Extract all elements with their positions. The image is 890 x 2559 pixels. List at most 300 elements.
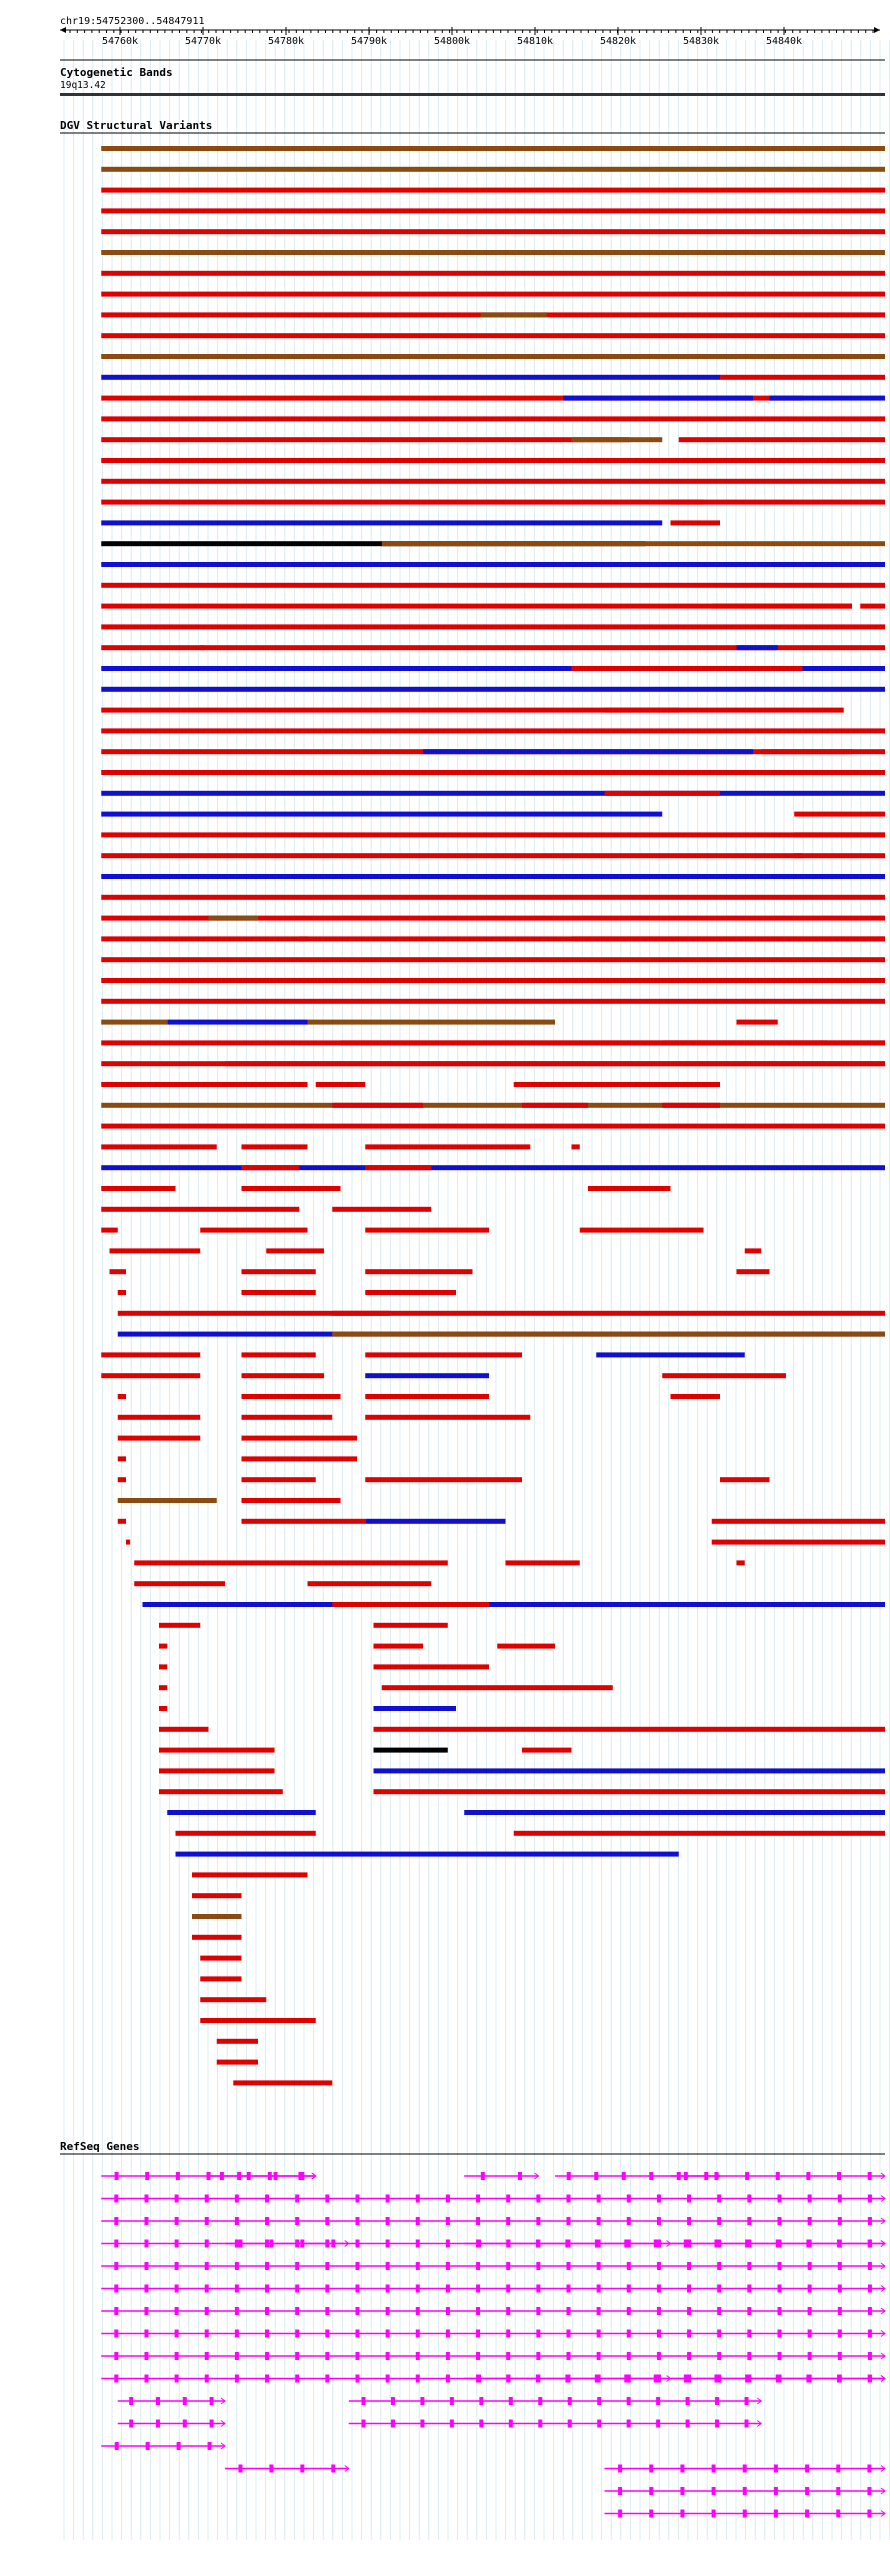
sv-bar[interactable] (671, 1394, 721, 1399)
sv-bar[interactable] (382, 1685, 613, 1690)
sv-bar[interactable] (118, 1519, 126, 1524)
sv-feature-45-1[interactable] (316, 1082, 366, 1087)
sv-feature-16-0[interactable] (101, 479, 885, 484)
sv-bar[interactable] (572, 936, 886, 941)
sv-feature-49-1[interactable] (242, 1165, 300, 1170)
sv-feature-53-1[interactable] (266, 1248, 324, 1253)
sv-bar[interactable] (365, 1144, 530, 1149)
sv-feature-29-1[interactable] (423, 749, 753, 754)
sv-bar[interactable] (242, 1290, 316, 1295)
sv-bar[interactable] (332, 1207, 431, 1212)
gene-feature-14-0[interactable] (605, 2487, 886, 2495)
sv-bar[interactable] (382, 541, 885, 546)
sv-bar[interactable] (242, 1165, 300, 1170)
sv-bar[interactable] (242, 1269, 316, 1274)
gene-feature-11-1[interactable] (349, 2420, 762, 2428)
sv-bar[interactable] (118, 1456, 126, 1461)
sv-feature-61-1[interactable] (242, 1415, 333, 1420)
sv-feature-58-3[interactable] (596, 1352, 745, 1357)
sv-bar[interactable] (101, 375, 720, 380)
sv-bar[interactable] (101, 479, 885, 484)
sv-bar[interactable] (275, 1560, 448, 1565)
sv-bar[interactable] (101, 978, 885, 983)
sv-feature-1-0[interactable] (101, 167, 885, 172)
sv-feature-20-0[interactable] (101, 562, 885, 567)
sv-bar[interactable] (101, 1020, 167, 1025)
sv-feature-68-2[interactable] (506, 1560, 580, 1565)
gene-feature-10-0[interactable] (118, 2397, 225, 2405)
sv-bar[interactable] (110, 1248, 201, 1253)
sv-feature-31-1[interactable] (605, 791, 721, 796)
sv-bar[interactable] (200, 1997, 266, 2002)
sv-bar[interactable] (101, 354, 885, 359)
sv-feature-15-2[interactable] (349, 458, 374, 463)
sv-feature-12-1[interactable] (563, 396, 753, 401)
sv-feature-37-1[interactable] (209, 916, 259, 921)
sv-feature-44-1[interactable] (225, 1061, 885, 1066)
sv-feature-75-1[interactable] (374, 1706, 457, 1711)
sv-feature-67-0[interactable] (126, 1540, 130, 1545)
sv-bar[interactable] (101, 1103, 885, 1108)
sv-feature-36-0[interactable] (101, 895, 885, 900)
sv-bar[interactable] (720, 1477, 770, 1482)
sv-feature-89-0[interactable] (200, 1997, 266, 2002)
dgv-track[interactable] (60, 119, 885, 2085)
sv-bar[interactable] (242, 1373, 325, 1378)
sv-bar[interactable] (101, 208, 885, 213)
sv-feature-77-0[interactable] (159, 1748, 275, 1753)
sv-feature-90-0[interactable] (200, 2018, 316, 2023)
sv-bar[interactable] (629, 1082, 720, 1087)
sv-bar[interactable] (118, 1290, 126, 1295)
sv-feature-59-0[interactable] (101, 1373, 200, 1378)
sv-bar[interactable] (134, 1581, 225, 1586)
sv-bar[interactable] (860, 604, 885, 609)
sv-bar[interactable] (101, 229, 885, 234)
sv-bar[interactable] (514, 1082, 638, 1087)
gene-feature-3-1[interactable] (225, 2240, 349, 2248)
sv-bar[interactable] (192, 1935, 242, 1940)
sv-feature-45-0[interactable] (101, 1082, 307, 1087)
sv-feature-30-0[interactable] (101, 770, 885, 775)
sv-bar[interactable] (572, 437, 663, 442)
sv-feature-17-0[interactable] (101, 500, 703, 505)
sv-bar[interactable] (101, 146, 885, 151)
sv-feature-26-0[interactable] (101, 687, 885, 692)
sv-bar[interactable] (159, 1727, 209, 1732)
sv-bar[interactable] (167, 1020, 307, 1025)
sv-bar[interactable] (679, 437, 885, 442)
sv-bar[interactable] (101, 874, 885, 879)
sv-feature-56-0[interactable] (118, 1311, 885, 1316)
sv-feature-40-0[interactable] (101, 978, 885, 983)
sv-feature-77-1[interactable] (374, 1748, 448, 1753)
sv-bar[interactable] (794, 832, 885, 837)
gene-feature-13-1[interactable] (605, 2465, 886, 2473)
gene-feature-0-4[interactable] (671, 2172, 886, 2180)
sv-feature-70-1[interactable] (332, 1602, 489, 1607)
sv-bar[interactable] (242, 1186, 341, 1191)
sv-feature-18-1[interactable] (671, 520, 704, 525)
sv-bar[interactable] (770, 396, 886, 401)
sv-bar[interactable] (464, 1810, 885, 1815)
sv-feature-80-0[interactable] (167, 1810, 316, 1815)
sv-bar[interactable] (365, 1477, 522, 1482)
sv-feature-48-2[interactable] (365, 1144, 530, 1149)
sv-feature-57-1[interactable] (332, 1332, 885, 1337)
sv-feature-61-0[interactable] (118, 1415, 201, 1420)
sv-feature-50-0[interactable] (101, 1186, 175, 1191)
sv-bar[interactable] (134, 1560, 274, 1565)
sv-feature-64-3[interactable] (720, 1477, 770, 1482)
sv-feature-27-1[interactable] (605, 708, 844, 713)
sv-feature-52-2[interactable] (365, 1228, 489, 1233)
sv-bar[interactable] (101, 895, 885, 900)
sv-feature-88-0[interactable] (200, 1976, 241, 1981)
sv-feature-25-1[interactable] (572, 666, 803, 671)
sv-feature-76-1[interactable] (374, 1727, 886, 1732)
sv-bar[interactable] (266, 1248, 324, 1253)
sv-feature-46-2[interactable] (522, 1103, 588, 1108)
sv-feature-11-0[interactable] (101, 375, 720, 380)
sv-feature-10-0[interactable] (101, 354, 885, 359)
sv-feature-59-3[interactable] (662, 1373, 786, 1378)
sv-feature-63-0[interactable] (118, 1456, 126, 1461)
sv-feature-53-0[interactable] (110, 1248, 201, 1253)
sv-bar[interactable] (159, 1623, 200, 1628)
sv-feature-5-0[interactable] (101, 250, 885, 255)
sv-bar[interactable] (572, 1144, 580, 1149)
sv-feature-91-0[interactable] (217, 2039, 258, 2044)
sv-feature-83-0[interactable] (192, 1872, 308, 1877)
sv-feature-60-1[interactable] (242, 1394, 341, 1399)
sv-bar[interactable] (118, 1394, 126, 1399)
sv-bar[interactable] (217, 2039, 258, 2044)
sv-feature-64-0[interactable] (118, 1477, 126, 1482)
gene-feature-2-0[interactable] (101, 2217, 885, 2225)
sv-feature-35-0[interactable] (101, 874, 885, 879)
sv-bar[interactable] (803, 770, 820, 775)
sv-bar[interactable] (794, 853, 885, 858)
sv-bar[interactable] (101, 957, 885, 962)
gene-feature-15-0[interactable] (605, 2510, 886, 2518)
sv-feature-85-0[interactable] (192, 1914, 242, 1919)
gene-feature-13-0[interactable] (225, 2465, 349, 2473)
sv-feature-63-1[interactable] (242, 1456, 358, 1461)
sv-feature-15-3[interactable] (456, 458, 522, 463)
sv-bar[interactable] (242, 1436, 358, 1441)
sv-feature-18-0[interactable] (101, 520, 662, 525)
sv-bar[interactable] (159, 1664, 167, 1669)
sv-feature-66-0[interactable] (118, 1519, 126, 1524)
sv-feature-30-1[interactable] (803, 770, 820, 775)
sv-bar[interactable] (101, 853, 802, 858)
sv-feature-42-3[interactable] (737, 1020, 778, 1025)
sv-bar[interactable] (720, 375, 885, 380)
sv-bar[interactable] (365, 1415, 530, 1420)
sv-feature-52-3[interactable] (580, 1228, 704, 1233)
sv-bar[interactable] (101, 708, 679, 713)
sv-bar[interactable] (365, 1519, 505, 1524)
sv-bar[interactable] (308, 1020, 556, 1025)
sv-bar[interactable] (101, 999, 885, 1004)
gene-feature-4-0[interactable] (101, 2262, 885, 2270)
sv-bar[interactable] (159, 1685, 167, 1690)
sv-bar[interactable] (225, 1061, 885, 1066)
sv-feature-49-0[interactable] (101, 1165, 885, 1170)
sv-feature-15-4[interactable] (671, 458, 688, 463)
sv-feature-51-1[interactable] (225, 1207, 299, 1212)
sv-bar[interactable] (110, 1269, 127, 1274)
sv-feature-52-1[interactable] (200, 1228, 307, 1233)
sv-feature-3-0[interactable] (101, 208, 885, 213)
sv-bar[interactable] (242, 1144, 308, 1149)
sv-bar[interactable] (299, 936, 307, 941)
sv-bar[interactable] (101, 500, 703, 505)
sv-bar[interactable] (233, 2080, 332, 2085)
sv-bar[interactable] (101, 1228, 118, 1233)
sv-bar[interactable] (671, 520, 704, 525)
sv-feature-61-2[interactable] (365, 1415, 530, 1420)
sv-feature-48-3[interactable] (572, 1144, 580, 1149)
sv-bar[interactable] (332, 1103, 423, 1108)
sv-bar[interactable] (662, 1103, 720, 1108)
sv-bar[interactable] (712, 604, 852, 609)
sv-feature-87-0[interactable] (200, 1956, 241, 1961)
sv-feature-24-2[interactable] (737, 645, 778, 650)
sv-bar[interactable] (365, 1373, 489, 1378)
sv-feature-38-1[interactable] (299, 936, 307, 941)
sv-feature-46-1[interactable] (332, 1103, 423, 1108)
gene-feature-8-0[interactable] (101, 2352, 885, 2360)
sv-feature-19-1[interactable] (382, 541, 885, 546)
sv-bar[interactable] (365, 1394, 489, 1399)
sv-feature-38-2[interactable] (572, 936, 886, 941)
sv-bar[interactable] (308, 1581, 432, 1586)
sv-feature-59-2[interactable] (365, 1373, 489, 1378)
sv-feature-50-1[interactable] (242, 1186, 341, 1191)
sv-bar[interactable] (316, 1082, 366, 1087)
gene-feature-10-1[interactable] (349, 2397, 762, 2405)
sv-feature-32-0[interactable] (101, 812, 662, 817)
sv-feature-22-1[interactable] (712, 604, 852, 609)
sv-bar[interactable] (159, 1789, 283, 1794)
sv-bar[interactable] (737, 645, 778, 650)
sv-bar[interactable] (118, 1311, 885, 1316)
sv-bar[interactable] (101, 1082, 307, 1087)
sv-bar[interactable] (192, 1872, 308, 1877)
sv-bar[interactable] (481, 312, 547, 317)
gene-feature-0-2[interactable] (464, 2172, 538, 2180)
sv-feature-79-0[interactable] (159, 1789, 283, 1794)
sv-bar[interactable] (374, 1727, 886, 1732)
sv-bar[interactable] (242, 1456, 358, 1461)
sv-feature-51-0[interactable] (101, 1207, 225, 1212)
sv-bar[interactable] (192, 1914, 242, 1919)
sv-feature-11-1[interactable] (720, 375, 885, 380)
sv-feature-64-1[interactable] (242, 1477, 316, 1482)
sv-bar[interactable] (118, 1415, 201, 1420)
sv-bar[interactable] (596, 1352, 745, 1357)
sv-feature-46-0[interactable] (101, 1103, 885, 1108)
sv-feature-48-0[interactable] (101, 1144, 217, 1149)
sv-feature-41-0[interactable] (101, 999, 885, 1004)
sv-bar[interactable] (242, 1519, 366, 1524)
sv-bar[interactable] (374, 1748, 448, 1753)
sv-bar[interactable] (159, 1644, 167, 1649)
sv-bar[interactable] (497, 1644, 555, 1649)
sv-bar[interactable] (374, 1789, 886, 1794)
sv-bar[interactable] (242, 1394, 341, 1399)
sv-bar[interactable] (745, 1248, 762, 1253)
sv-bar[interactable] (101, 832, 885, 837)
sv-feature-71-1[interactable] (374, 1623, 448, 1628)
sv-feature-73-1[interactable] (374, 1664, 490, 1669)
sv-bar[interactable] (349, 458, 374, 463)
sv-feature-12-2[interactable] (770, 396, 886, 401)
sv-feature-14-0[interactable] (101, 437, 629, 442)
sv-bar[interactable] (200, 1976, 241, 1981)
gene-feature-5-0[interactable] (101, 2285, 885, 2293)
sv-feature-73-0[interactable] (159, 1664, 167, 1669)
sv-bar[interactable] (737, 1560, 745, 1565)
sv-bar[interactable] (101, 583, 885, 588)
sv-feature-68-0[interactable] (134, 1560, 274, 1565)
sv-bar[interactable] (200, 1956, 241, 1961)
sv-bar[interactable] (374, 1706, 457, 1711)
sv-bar[interactable] (704, 520, 721, 525)
sv-bar[interactable] (588, 1186, 671, 1191)
sv-bar[interactable] (101, 1373, 200, 1378)
sv-feature-55-2[interactable] (365, 1290, 456, 1295)
sv-bar[interactable] (101, 687, 885, 692)
sv-feature-33-0[interactable] (101, 832, 885, 837)
sv-bar[interactable] (101, 292, 885, 297)
gene-feature-7-0[interactable] (101, 2330, 885, 2338)
sv-bar[interactable] (209, 916, 259, 921)
sv-bar[interactable] (101, 188, 885, 193)
sv-feature-46-3[interactable] (662, 1103, 720, 1108)
sv-feature-51-2[interactable] (332, 1207, 431, 1212)
sv-feature-60-3[interactable] (671, 1394, 721, 1399)
sv-feature-28-0[interactable] (101, 728, 885, 733)
sv-feature-52-0[interactable] (101, 1228, 118, 1233)
sv-bar[interactable] (365, 1290, 456, 1295)
sv-feature-86-0[interactable] (192, 1935, 242, 1940)
sv-feature-45-3[interactable] (629, 1082, 720, 1087)
sv-bar[interactable] (662, 1040, 885, 1045)
sv-bar[interactable] (176, 1831, 316, 1836)
sv-feature-80-1[interactable] (464, 1810, 885, 1815)
sv-feature-9-0[interactable] (101, 333, 885, 338)
sv-feature-69-0[interactable] (134, 1581, 225, 1586)
sv-feature-2-0[interactable] (101, 188, 885, 193)
sv-bar[interactable] (506, 1560, 580, 1565)
sv-feature-78-0[interactable] (159, 1768, 275, 1773)
sv-feature-18-2[interactable] (704, 520, 721, 525)
sv-feature-48-1[interactable] (242, 1144, 308, 1149)
gene-feature-9-2[interactable] (671, 2375, 886, 2383)
sv-bar[interactable] (456, 458, 522, 463)
sv-feature-76-0[interactable] (159, 1727, 209, 1732)
sv-feature-92-0[interactable] (217, 2060, 258, 2065)
sv-bar[interactable] (217, 2060, 258, 2065)
sv-bar[interactable] (662, 1373, 786, 1378)
sv-bar[interactable] (242, 1415, 333, 1420)
sv-feature-54-2[interactable] (365, 1269, 472, 1274)
sv-bar[interactable] (374, 1664, 490, 1669)
sv-bar[interactable] (101, 812, 662, 817)
sv-feature-69-1[interactable] (308, 1581, 432, 1586)
sv-feature-68-3[interactable] (737, 1560, 745, 1565)
gene-feature-12-0[interactable] (101, 2442, 225, 2450)
sv-bar[interactable] (101, 770, 885, 775)
sv-feature-84-0[interactable] (192, 1893, 242, 1898)
sv-feature-58-2[interactable] (365, 1352, 522, 1357)
sv-bar[interactable] (159, 1706, 167, 1711)
sv-bar[interactable] (365, 1165, 431, 1170)
sv-bar[interactable] (101, 1124, 885, 1129)
sv-bar[interactable] (101, 167, 885, 172)
sv-bar[interactable] (101, 1207, 225, 1212)
sv-bar[interactable] (101, 271, 885, 276)
sv-bar[interactable] (761, 749, 852, 754)
sv-feature-6-0[interactable] (101, 271, 885, 276)
sv-bar[interactable] (365, 1269, 472, 1274)
sv-bar[interactable] (101, 1165, 885, 1170)
sv-feature-59-1[interactable] (242, 1373, 325, 1378)
sv-feature-42-1[interactable] (167, 1020, 307, 1025)
sv-bar[interactable] (242, 1477, 316, 1482)
sv-feature-65-0[interactable] (118, 1498, 217, 1503)
sv-bar[interactable] (126, 1540, 130, 1545)
sv-bar[interactable] (737, 1020, 778, 1025)
sv-bar[interactable] (522, 1103, 588, 1108)
sv-feature-66-1[interactable] (242, 1519, 366, 1524)
sv-bar[interactable] (605, 708, 844, 713)
sv-feature-56-1[interactable] (332, 1311, 390, 1316)
sv-bar[interactable] (143, 1602, 886, 1607)
sv-bar[interactable] (192, 1893, 242, 1898)
sv-feature-81-0[interactable] (176, 1831, 316, 1836)
sv-bar[interactable] (176, 1852, 679, 1857)
sv-bar[interactable] (332, 1311, 390, 1316)
sv-feature-22-2[interactable] (860, 604, 885, 609)
sv-bar[interactable] (225, 1207, 299, 1212)
sv-feature-47-0[interactable] (101, 1124, 885, 1129)
sv-feature-42-2[interactable] (308, 1020, 556, 1025)
gene-feature-6-0[interactable] (101, 2307, 885, 2315)
sv-feature-81-1[interactable] (514, 1831, 885, 1836)
sv-bar[interactable] (423, 749, 753, 754)
sv-feature-78-1[interactable] (374, 1768, 886, 1773)
sv-bar[interactable] (101, 791, 885, 796)
sv-feature-54-1[interactable] (242, 1269, 316, 1274)
sv-feature-43-2[interactable] (662, 1040, 885, 1045)
sv-feature-53-2[interactable] (745, 1248, 762, 1253)
sv-feature-55-1[interactable] (242, 1290, 316, 1295)
sv-bar[interactable] (671, 458, 688, 463)
sv-feature-24-1[interactable] (200, 645, 204, 650)
sv-bar[interactable] (118, 1436, 201, 1441)
sv-bar[interactable] (605, 791, 721, 796)
sv-bar[interactable] (101, 624, 885, 629)
sv-feature-55-0[interactable] (118, 1290, 126, 1295)
sv-feature-70-0[interactable] (143, 1602, 886, 1607)
gene-feature-1-0[interactable] (101, 2195, 885, 2203)
sv-bar[interactable] (200, 645, 204, 650)
position-ruler[interactable] (60, 16, 885, 60)
